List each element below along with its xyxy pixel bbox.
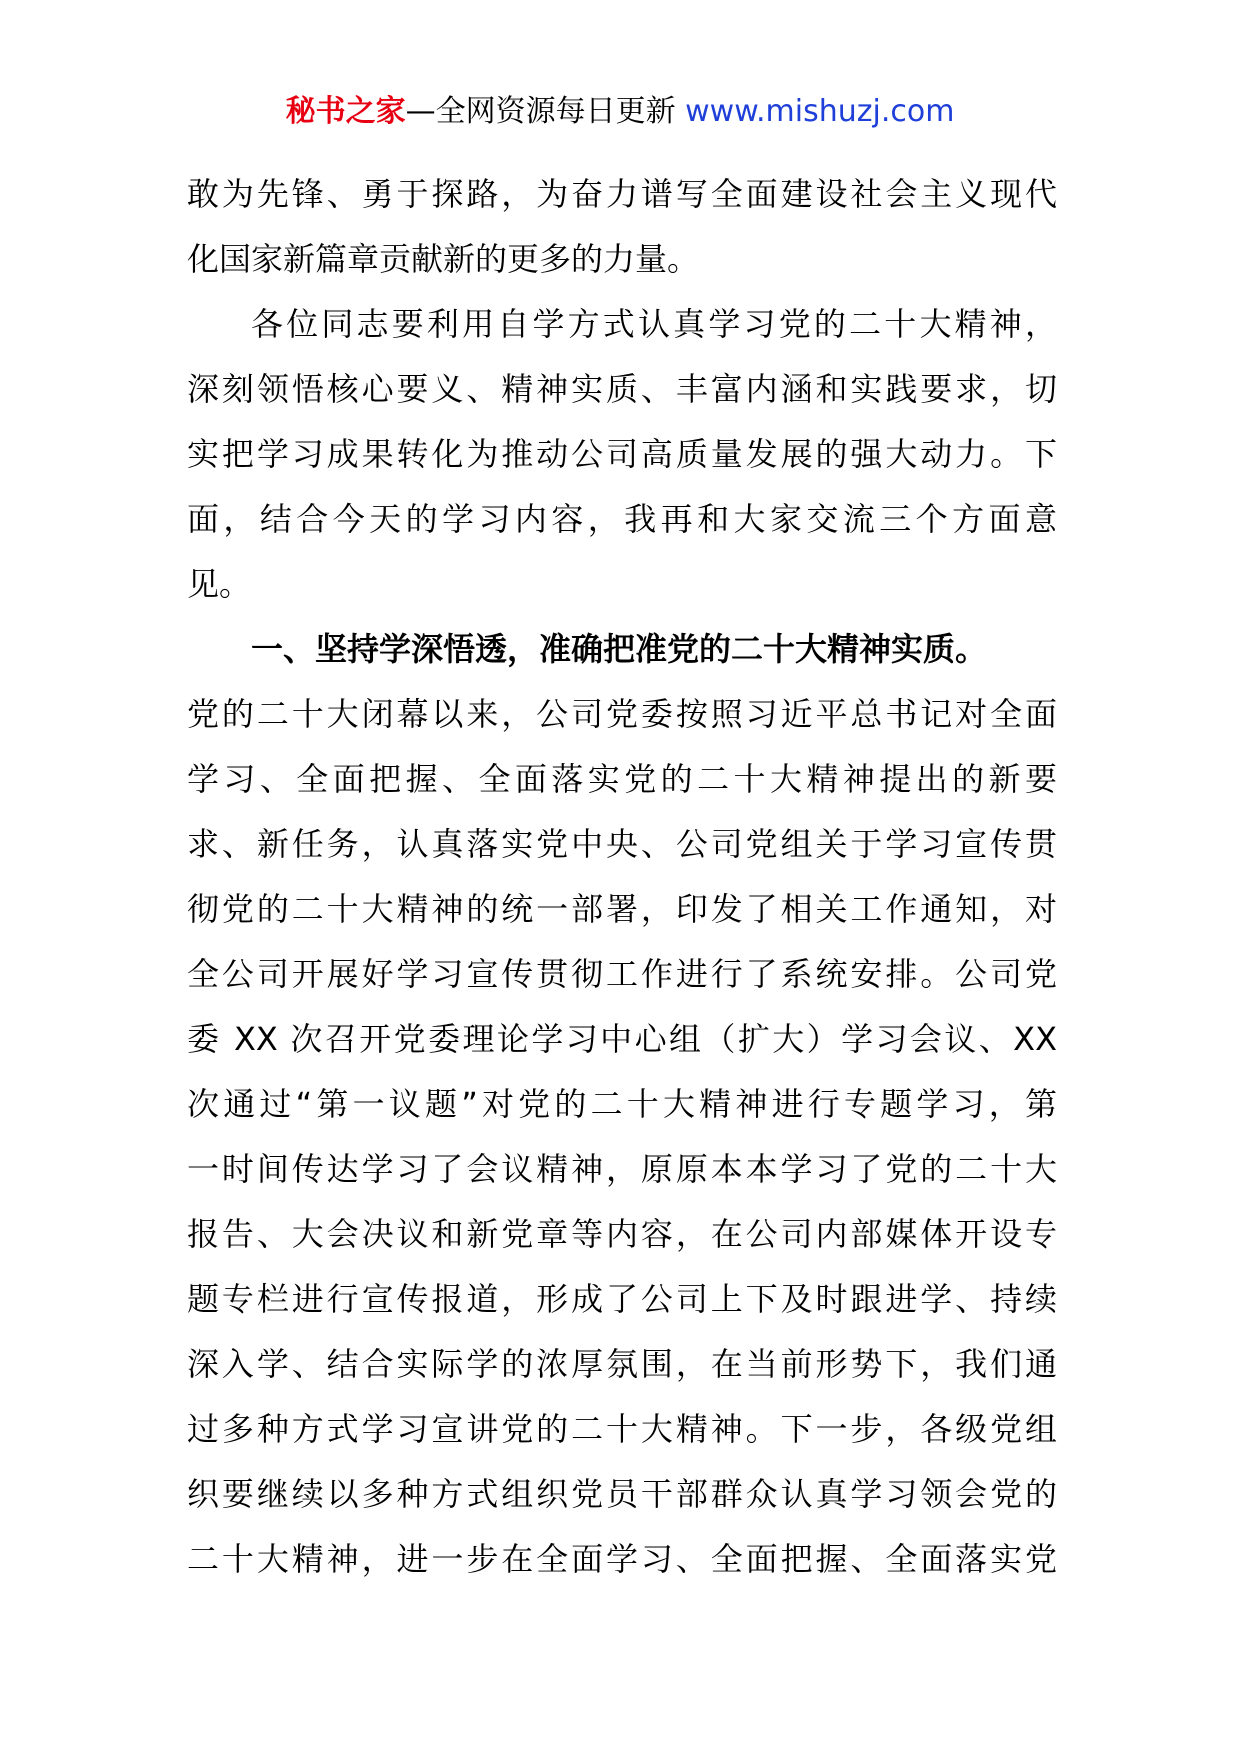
paragraph-start-line: 各位同志要利用自学方式认真学习党的二十大精神， (251, 305, 1057, 343)
text-line: 委 XX 次召开党委理论学习中心组（扩大）学习会议、XX (187, 1020, 1057, 1058)
text-line: 见。 (187, 565, 252, 603)
text-line: 党的二十大闭幕以来，公司党委按照习近平总书记对全面 (187, 695, 1057, 733)
text-line: 面，结合今天的学习内容，我再和大家交流三个方面意 (187, 500, 1057, 538)
text-line: 二十大精神，进一步在全面学习、全面把握、全面落实党 (187, 1540, 1057, 1578)
text-line: 报告、大会决议和新党章等内容，在公司内部媒体开设专 (187, 1215, 1057, 1253)
text-line: 深入学、结合实际学的浓厚氛围，在当前形势下，我们通 (187, 1345, 1057, 1383)
text-line: 实把学习成果转化为推动公司高质量发展的强大动力。下 (187, 435, 1057, 473)
section-heading: 一、坚持学深悟透，准确把准党的二十大精神实质。 (251, 630, 988, 668)
text-line: 彻党的二十大精神的统一部署，印发了相关工作通知，对 (187, 890, 1057, 928)
text-line: 深刻领悟核心要义、精神实质、丰富内涵和实践要求，切 (187, 370, 1057, 408)
text-line: 化国家新篇章贡献新的更多的力量。 (187, 240, 700, 278)
site-url[interactable]: www.mishuzj.com (685, 94, 955, 129)
text-line: 次通过“第一议题”对党的二十大精神进行专题学习，第 (187, 1085, 1057, 1123)
document-body (187, 162, 1057, 1592)
page-header (0, 92, 1240, 132)
site-tagline: —全网资源每日更新 (405, 94, 686, 129)
text-line: 敢为先锋、勇于探路，为奋力谱写全面建设社会主义现代 (187, 175, 1057, 213)
text-line: 一时间传达学习了会议精神，原原本本学习了党的二十大 (187, 1150, 1057, 1188)
text-line: 过多种方式学习宣讲党的二十大精神。下一步，各级党组 (187, 1410, 1057, 1448)
site-brand: 秘书之家 (285, 94, 406, 129)
text-line: 全公司开展好学习宣传贯彻工作进行了系统安排。公司党 (187, 955, 1057, 993)
text-line: 学习、全面把握、全面落实党的二十大精神提出的新要 (187, 760, 1057, 798)
text-line: 织要继续以多种方式组织党员干部群众认真学习领会党的 (187, 1475, 1057, 1513)
text-line: 题专栏进行宣传报道，形成了公司上下及时跟进学、持续 (187, 1280, 1057, 1318)
text-line: 求、新任务，认真落实党中央、公司党组关于学习宣传贯 (187, 825, 1057, 863)
